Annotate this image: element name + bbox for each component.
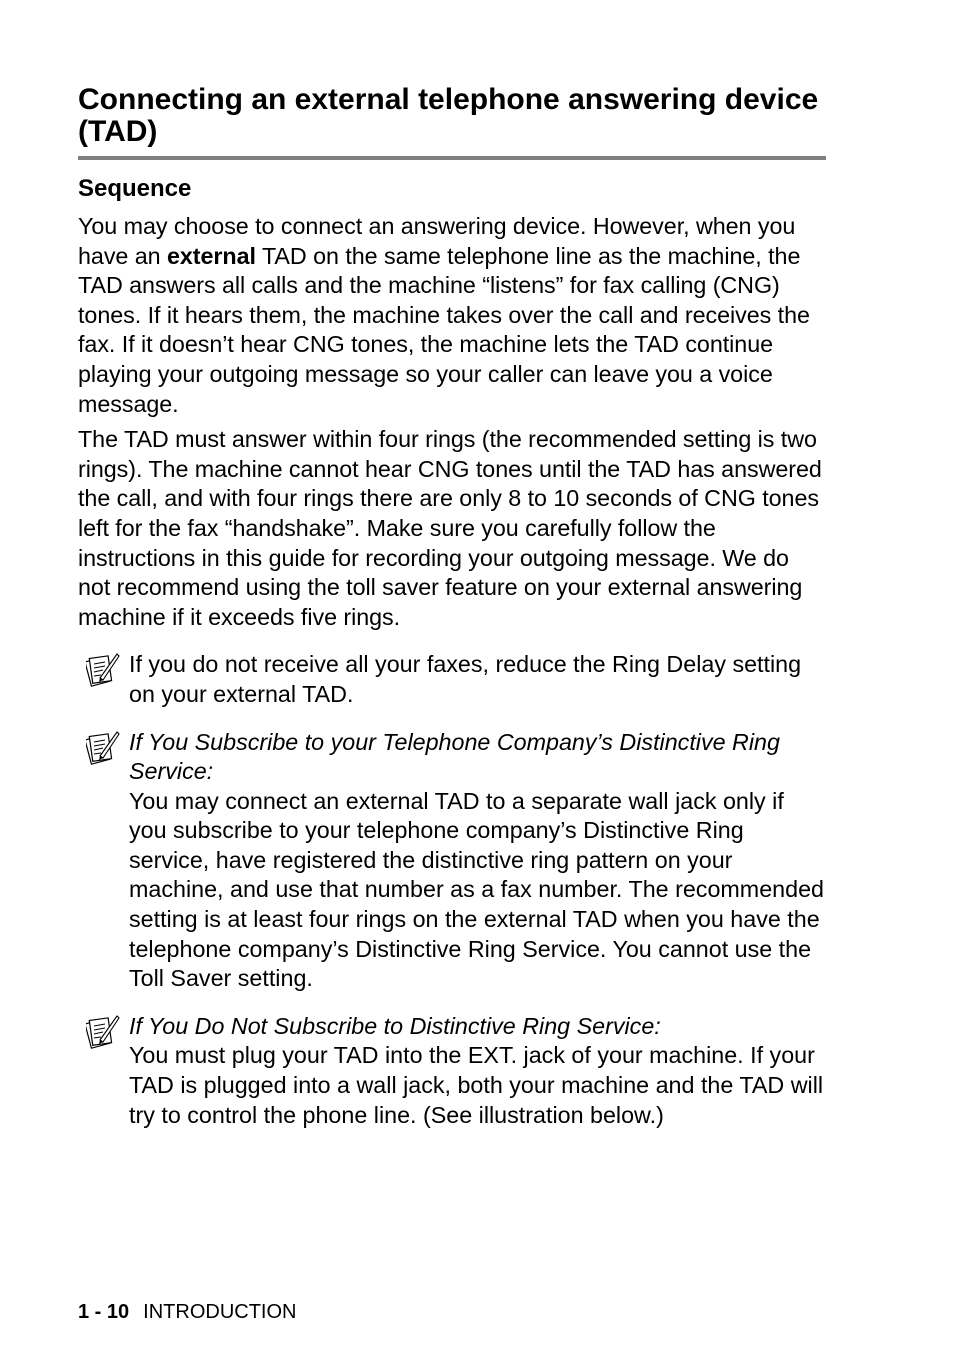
paragraph-intro-end: TAD on the same telephone line as the machine, the TAD answers all calls and the machine “listens” for fax calling (CNG) tones. If it hears them, the machine takes over the call and receives the fax. If it doesn’t hear CNG tones, the machine lets the TAD continue playing your outgoing message so your caller can leave you a voice message.: [78, 242, 810, 417]
paragraph-intro: [78, 212, 826, 419]
note-no-distinctive-ring: [78, 1012, 826, 1130]
note-distinctive-ring: [78, 728, 826, 994]
page-title: Connecting an external telephone answering device (TAD): [78, 83, 819, 148]
note-icon: [86, 1012, 120, 1052]
paragraph-intro-bold: external: [166, 242, 256, 269]
footer-section: INTRODUCTION: [143, 1301, 297, 1323]
note-text: You must plug your TAD into the EXT. jack of your machine. If your TAD is plugged into a wall jack, both your machine and the TAD will try to control the phone line. (See illustration below.): [129, 1042, 824, 1128]
paragraph-intro-start: You may choose to connect an answering device. However, when you have an: [78, 213, 796, 269]
note-ring-delay: [78, 650, 826, 709]
note-heading: If You Subscribe to your Telephone Company’s Distinctive Ring Service:: [129, 728, 780, 785]
note-heading: If You Do Not Subscribe to Distinctive Ring Service:: [129, 1012, 661, 1039]
page-footer: [78, 1300, 296, 1324]
section-title: Sequence: [78, 175, 192, 202]
note-icon: [86, 728, 120, 768]
note-text: You may connect an external TAD to a separate wall jack only if you subscribe to your telephone company’s Distinctive Ring service, have registered the distinctive ring pattern on your machine, and use that number as a fax number. The recommended setting is at least four rings on the external TAD when you have the telephone company’s Distinctive Ring Service. You cannot use the Toll Saver setting.: [129, 787, 824, 992]
paragraph-rings: The TAD must answer within four rings (the recommended setting is two rings). The machine cannot hear CNG tones until the TAD has answered the call, and with four rings there are only 8 to 10 seconds of CNG tones left for the fax “handshake”. Make sure you carefully follow the instructions in this guide for recording your outgoing message. We do not recommend using the toll saver feature on your external answering machine if it exceeds five rings.: [78, 426, 822, 630]
note-icon: [86, 650, 120, 690]
note-text: If you do not receive all your faxes, reduce the Ring Delay setting on your external TAD.: [129, 651, 802, 707]
page-content: [78, 84, 826, 1130]
page-number: 1 - 10: [78, 1301, 130, 1323]
title-divider: [78, 156, 826, 160]
